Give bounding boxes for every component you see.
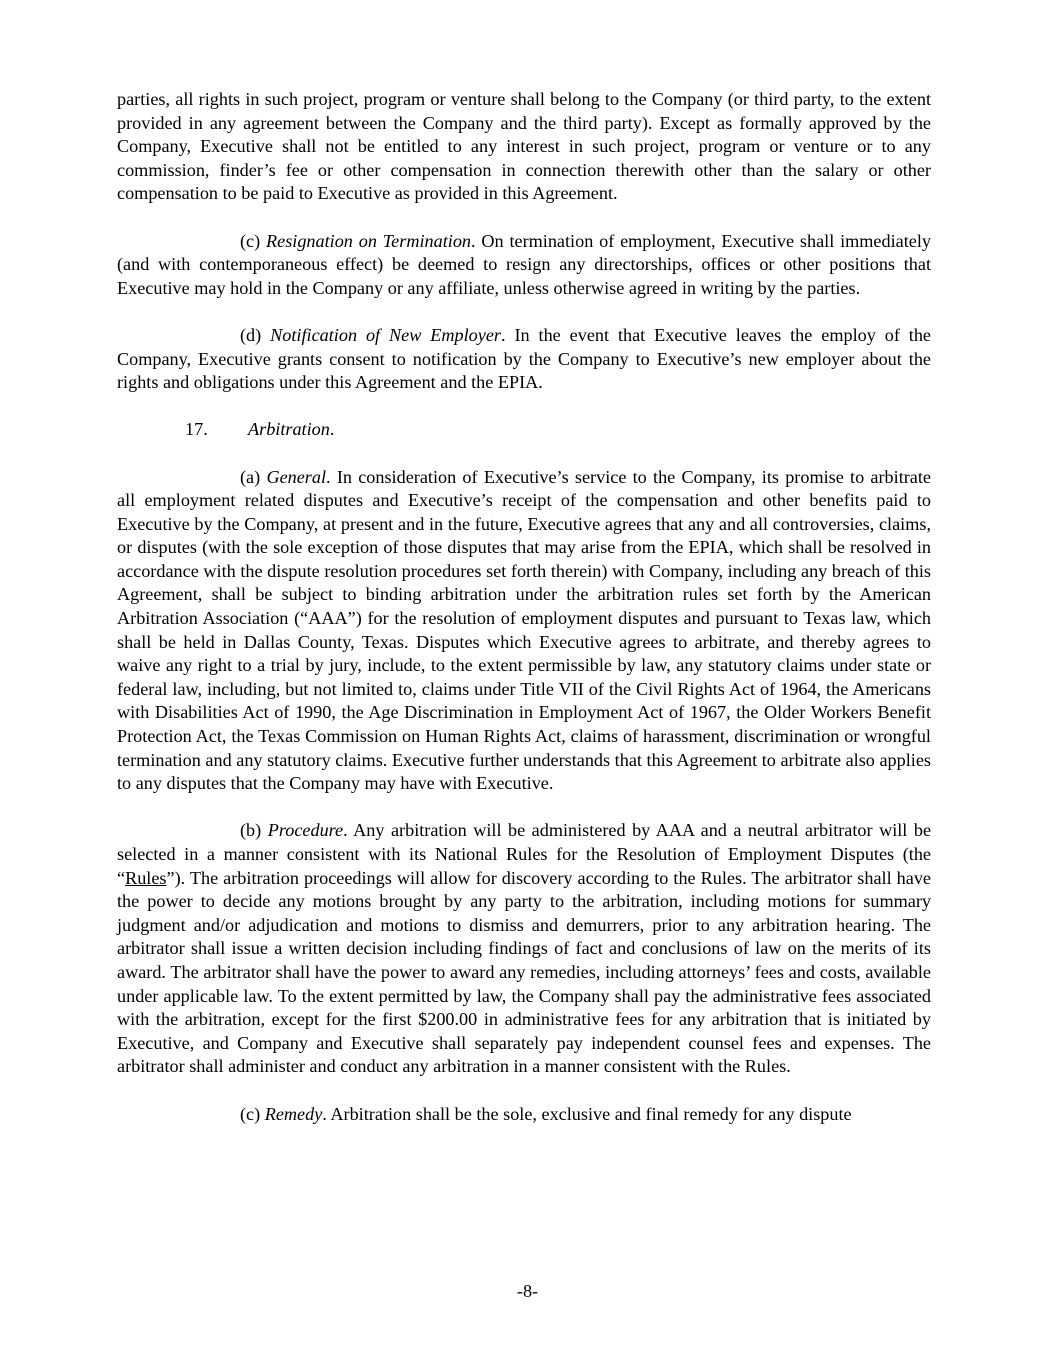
section-16c-text: . On termination of employment, Executive shall immediately (and with contemporaneous effect) be deemed to resign any directorships, offices or other positions that Executive may hold in the Company or any affiliate, unless otherwise agreed in writing by the parties. [117, 230, 932, 298]
section-17c-title: Remedy [264, 1103, 323, 1124]
section-16c-label: (c) [240, 230, 261, 251]
section-17a-paragraph [117, 466, 931, 796]
section-17a-label: (a) [240, 466, 261, 487]
section-16d-text: . In the event that Executive leaves the employ of the Company, Executive grants consent to notification by the Company to Executive’s new employer about the rights and obligations under this Agreement and the EPIA. [117, 324, 932, 393]
section-17b-label: (b) [240, 820, 262, 841]
section-17c-paragraph [117, 1103, 931, 1127]
section-17-period: . [329, 419, 335, 440]
section-16d-label: (d) [240, 324, 262, 345]
section-17c-text: . Arbitration shall be the sole, exclusive and final remedy for any dispute [322, 1103, 852, 1124]
section-17b-text-2: ”). The arbitration proceedings will allow for discovery according to the Rules. The arbitrator shall have the power to decide any motions brought by any party to the arbitration, including motions for summary judgment and/or adjudication and motions to dismiss and demurrers, prior to any arbitration hearing. The arbitrator shall issue a written decision including findings of fact and conclusions of law on the merits of its award. The arbitrator shall have the power to award any remedies, including attorneys’ fees and costs, available under applicable law. To the extent permitted by law, the Company shall pay the administrative fees associated with the arbitration, except for the first $200.00 in administrative fees for any arbitration that is initiated by Executive, and Company and Executive shall separately pay independent counsel fees and expenses. The arbitrator shall administer and conduct any arbitration in a manner consistent with the Rules. [117, 867, 931, 1077]
section-17b-paragraph [117, 819, 931, 1079]
section-17a-title: General [266, 466, 327, 487]
section-17c-label: (c) [240, 1103, 261, 1124]
rules-defined-term: Rules [125, 867, 167, 888]
section-17-title: Arbitration [248, 419, 330, 440]
paragraph-continuation [117, 88, 931, 206]
page-number: -8- [516, 1281, 539, 1301]
section-16c-title: Resignation on Termination [266, 230, 472, 251]
section-17b-title: Procedure [267, 820, 344, 841]
section-16c-paragraph [117, 230, 931, 301]
section-17a-text: . In consideration of Executive’s service to the Company, its promise to arbitrate all employment related disputes and Executive’s receipt of the compensation and other benefits paid to Executive by the Company, at present and in the future, Executive agrees that any and all controversies, claims, or disputes (with the sole exception of those disputes that may arise from the EPIA, which shall be resolved in accordance with the dispute resolution procedures set forth therein) with Company, including any breach of this Agreement, shall be subject to binding arbitration under the arbitration rules set forth by the American Arbitration Association (“AAA”) for the resolution of employment disputes and pursuant to Texas law, which shall be held in Dallas County, Texas. Disputes which Executive agrees to arbitrate, and thereby agrees to waive any right to a trial by jury, include, to the extent permissible by law, any statutory claims under state or federal law, including, but not limited to, claims under Title VII of the Civil Rights Act of 1964, the Americans with Disabilities Act of 1990, the Age Discrimination in Employment Act of 1967, the Older Workers Benefit Protection Act, the Texas Commission on Human Rights Act, claims of harassment, discrimination or wrongful termination and any statutory claims. Executive further understands that this Agreement to arbitrate also applies to any disputes that the Company may have with Executive. [117, 466, 932, 794]
paragraph-continuation-text: parties, all rights in such project, program or venture shall belong to the Company (or third party, to the extent provided in any agreement between the Company and the third party). Except as formally approved by the Company, Executive shall not be entitled to any interest in such project, program or venture or to any commission, finder’s fee or other compensation in connection therewith other than the salary or other compensation to be paid to Executive as provided in this Agreement. [117, 89, 931, 204]
section-16d-paragraph [117, 324, 931, 395]
document-page [117, 88, 931, 1126]
section-17-heading [117, 418, 931, 442]
section-16d-title: Notification of New Employer [270, 324, 501, 345]
section-17-number: 17. [185, 419, 208, 440]
section-17b-text-1: . Any arbitration will be administered by AAA and a neutral arbitrator will be selected in a manner consistent with its National Rules for the Resolution of Employment Disputes (the “ [117, 820, 932, 888]
